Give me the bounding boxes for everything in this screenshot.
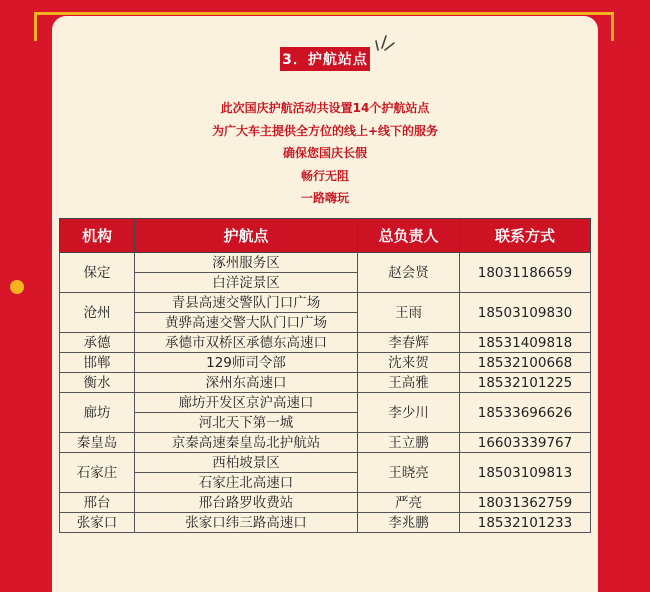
table-header-row	[60, 219, 591, 253]
sparkle-icon	[374, 32, 396, 52]
org-cell: 保定	[60, 253, 135, 293]
point-cell: 黄骅高速交警大队门口广场	[135, 313, 358, 333]
org-cell: 张家口	[60, 513, 135, 533]
section-title: 3．护航站点	[280, 47, 370, 71]
phone-cell: 18532101233	[460, 513, 591, 533]
header-org: 机构	[60, 219, 135, 253]
intro-line-5: 一路嗨玩	[300, 191, 349, 205]
table-row	[60, 373, 591, 393]
table-row	[60, 333, 591, 353]
table-row	[60, 253, 591, 273]
table-row	[60, 453, 591, 473]
point-cell: 涿州服务区	[135, 253, 358, 273]
manager-cell: 沈来贺	[358, 353, 460, 373]
manager-cell: 王晓亮	[358, 453, 460, 493]
point-cell: 京秦高速秦皇岛北护航站	[135, 433, 358, 453]
phone-cell: 18531409818	[460, 333, 591, 353]
org-cell: 邢台	[60, 493, 135, 513]
phone-cell: 18503109813	[460, 453, 591, 493]
table-row	[60, 393, 591, 413]
header-point: 护航点	[135, 219, 358, 253]
manager-cell: 李少川	[358, 393, 460, 433]
point-cell: 白洋淀景区	[135, 273, 358, 293]
point-cell: 邢台路罗收费站	[135, 493, 358, 513]
point-cell: 西柏坡景区	[135, 453, 358, 473]
phone-cell: 18031186659	[460, 253, 591, 293]
org-cell: 邯郸	[60, 353, 135, 373]
decorative-dot	[10, 280, 24, 294]
phone-cell: 18532101225	[460, 373, 591, 393]
intro-line-1: 此次国庆护航活动共设置14个护航站点	[220, 101, 430, 115]
table-row	[60, 493, 591, 513]
stations-table	[59, 218, 591, 533]
point-cell: 张家口纬三路高速口	[135, 513, 358, 533]
manager-cell: 李兆鹏	[358, 513, 460, 533]
point-cell: 青县高速交警队门口广场	[135, 293, 358, 313]
point-cell: 石家庄北高速口	[135, 473, 358, 493]
org-cell: 秦皇岛	[60, 433, 135, 453]
phone-cell: 18532100668	[460, 353, 591, 373]
manager-cell: 严亮	[358, 493, 460, 513]
phone-cell: 18533696626	[460, 393, 591, 433]
point-cell: 承德市双桥区承德东高速口	[135, 333, 358, 353]
table-row	[60, 433, 591, 453]
org-cell: 石家庄	[60, 453, 135, 493]
org-cell: 承德	[60, 333, 135, 353]
intro-line-4: 畅行无阻	[300, 169, 349, 183]
table-body	[60, 253, 591, 533]
intro-line-3: 确保您国庆长假	[282, 146, 367, 160]
table-row	[60, 513, 591, 533]
org-cell: 廊坊	[60, 393, 135, 433]
header-phone: 联系方式	[460, 219, 591, 253]
point-cell: 129师司令部	[135, 353, 358, 373]
org-cell: 沧州	[60, 293, 135, 333]
manager-cell: 王高雅	[358, 373, 460, 393]
manager-cell: 赵会贤	[358, 253, 460, 293]
phone-cell: 16603339767	[460, 433, 591, 453]
table-row	[60, 293, 591, 313]
intro-line-2: 为广大车主提供全方位的线上+线下的服务	[211, 124, 439, 138]
org-cell: 衡水	[60, 373, 135, 393]
frame-notch-right	[611, 35, 614, 41]
point-cell: 廊坊开发区京沪高速口	[135, 393, 358, 413]
manager-cell: 王雨	[358, 293, 460, 333]
manager-cell: 王立鹏	[358, 433, 460, 453]
manager-cell: 李春辉	[358, 333, 460, 353]
table-row	[60, 353, 591, 373]
point-cell: 深州东高速口	[135, 373, 358, 393]
phone-cell: 18503109830	[460, 293, 591, 333]
header-manager: 总负责人	[358, 219, 460, 253]
phone-cell: 18031362759	[460, 493, 591, 513]
point-cell: 河北天下第一城	[135, 413, 358, 433]
frame-notch-left	[34, 35, 37, 41]
